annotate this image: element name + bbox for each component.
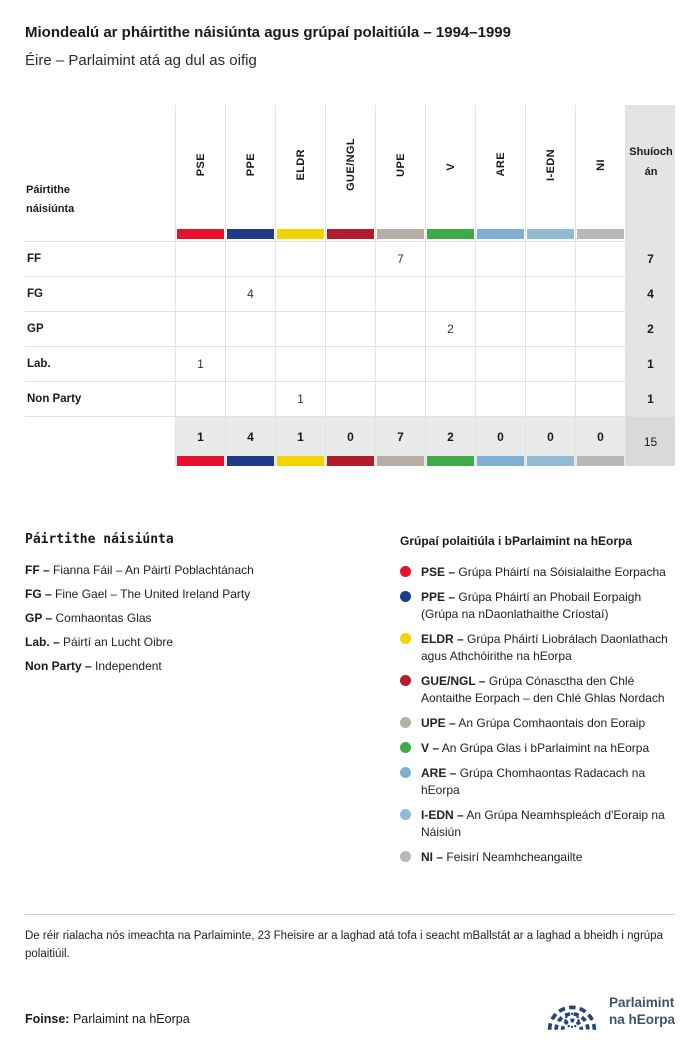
legend-dot: [400, 633, 411, 644]
bar-cell: [375, 229, 425, 241]
value-cell: [175, 311, 225, 346]
legend-dot: [400, 809, 411, 820]
ep-logo-text: Parlaimint na hEorpa: [608, 995, 675, 1028]
totals-label-cell: [25, 416, 175, 466]
value-cell: [425, 276, 475, 311]
value-cell: [175, 276, 225, 311]
value-cell: [225, 346, 275, 381]
legend-party-item: FF – Fianna Fáil – An Páirtí Poblachtánach: [25, 563, 254, 577]
totals-row: [25, 416, 675, 466]
value-cell: [325, 346, 375, 381]
group-color-bar: [277, 229, 324, 239]
footer: [25, 992, 675, 1032]
source-label: Foinse:: [25, 1012, 70, 1027]
group-color-bar: [177, 229, 224, 239]
total-cell: 0: [325, 416, 375, 466]
row-total-cell: 7: [625, 241, 675, 276]
legend-party-item: Lab. – Páirtí an Lucht Oibre: [25, 635, 174, 649]
value-cell: [325, 276, 375, 311]
value-cell: [325, 381, 375, 416]
legend-dot: [400, 566, 411, 577]
value-cell: [575, 311, 625, 346]
legend-group-item: I-EDN – An Grúpa Neamhspleách d'Eoraip na Náisiún: [400, 807, 675, 841]
value-cell: [475, 241, 525, 276]
value-cell: [225, 311, 275, 346]
group-color-bar: [427, 229, 474, 239]
value-cell: [475, 346, 525, 381]
legend-group-item: PPE – Grúpa Pháirtí an Phobail Eorpaigh (Grúpa na nDaonlathaithe Críostaí): [400, 589, 675, 623]
value-cell: [275, 346, 325, 381]
value-cell: [175, 381, 225, 416]
party-label: Lab.: [25, 346, 175, 381]
row-total-cell: 4: [625, 276, 675, 311]
group-color-bar: [377, 229, 424, 239]
divider: [25, 914, 675, 915]
group-color-bar: [227, 229, 274, 239]
total-cell: 2: [425, 416, 475, 466]
total-cell: 0: [525, 416, 575, 466]
total-cell: 0: [475, 416, 525, 466]
legend-dot: [400, 717, 411, 728]
legend-group-item: UPE – An Grúpa Comhaontais don Eoraip: [400, 715, 675, 732]
total-cell: 1: [175, 416, 225, 466]
legend-group-item: NI – Feisirí Neamhcheangailte: [400, 849, 675, 866]
legend-political-groups: [400, 532, 675, 874]
value-cell: [575, 241, 625, 276]
value-cell: [225, 381, 275, 416]
spacer-cell: [25, 229, 175, 241]
group-color-bar: [577, 456, 624, 466]
group-color-bar-row: [25, 229, 675, 241]
page-title: Miondealú ar pháirtithe náisiúnta agus grúpaí polaitiúla – 1994–1999: [25, 24, 511, 41]
table-row: [25, 311, 675, 346]
group-color-bar: [277, 456, 324, 466]
group-color-bar: [577, 229, 624, 239]
group-column-header: V: [425, 105, 475, 229]
value-cell: [475, 276, 525, 311]
value-cell: [325, 311, 375, 346]
value-cell: 1: [175, 346, 225, 381]
grand-total-cell: 15: [625, 416, 675, 466]
legend-dot: [400, 851, 411, 862]
legend-parties-title: Páirtithe náisiúnta: [25, 532, 174, 547]
legend: [25, 532, 675, 874]
bar-cell: [225, 229, 275, 241]
bar-cell: [475, 229, 525, 241]
table-row: [25, 276, 675, 311]
source-line: [25, 1012, 190, 1026]
bar-cell: [275, 229, 325, 241]
legend-group-item: ELDR – Grúpa Pháirtí Liobrálach Daonlathach agus Athchóirithe na hEorpa: [400, 631, 675, 665]
table-row: [25, 381, 675, 416]
seats-table: [25, 105, 675, 466]
value-cell: [575, 276, 625, 311]
row-total-cell: 1: [625, 346, 675, 381]
group-color-bar: [327, 456, 374, 466]
value-cell: [325, 241, 375, 276]
ep-logo: [544, 992, 675, 1032]
group-column-header: NI: [575, 105, 625, 229]
value-cell: [375, 381, 425, 416]
group-column-header: I-EDN: [525, 105, 575, 229]
group-color-bar: [327, 229, 374, 239]
value-cell: 2: [425, 311, 475, 346]
value-cell: [275, 311, 325, 346]
total-cell: 7: [375, 416, 425, 466]
value-cell: [225, 241, 275, 276]
value-cell: [525, 381, 575, 416]
value-cell: 7: [375, 241, 425, 276]
value-cell: [425, 346, 475, 381]
group-column-header: PPE: [225, 105, 275, 229]
group-color-bar: [377, 456, 424, 466]
bar-cell: [425, 229, 475, 241]
row-header-cell: [25, 105, 175, 229]
value-cell: [275, 241, 325, 276]
footnote: De réir rialacha nós imeachta na Parlaiminte, 23 Fheisire ar a laghad atá tofa i seacht mBallstát ar a laghad a bheidh i ngrúpa polaitiúil.: [25, 930, 663, 961]
legend-dot: [400, 742, 411, 753]
ep-logo-icon: [544, 992, 600, 1032]
group-color-bar: [227, 456, 274, 466]
party-label: FF: [25, 241, 175, 276]
value-cell: [575, 346, 625, 381]
total-cell: 4: [225, 416, 275, 466]
spacer-cell: [625, 229, 675, 241]
value-cell: [475, 311, 525, 346]
value-cell: [375, 346, 425, 381]
table-row: [25, 346, 675, 381]
legend-group-item: V – An Grúpa Glas i bParlaimint na hEorpa: [400, 740, 675, 757]
bar-cell: [525, 229, 575, 241]
value-cell: [425, 381, 475, 416]
table-row: [25, 241, 675, 276]
value-cell: [175, 241, 225, 276]
group-column-header: PSE: [175, 105, 225, 229]
group-color-bar: [527, 456, 574, 466]
value-cell: [525, 346, 575, 381]
legend-group-item: ARE – Grúpa Chomhaontas Radacach na hEorpa: [400, 765, 675, 799]
group-column-header: GUE/NGL: [325, 105, 375, 229]
value-cell: [525, 241, 575, 276]
legend-dot: [400, 591, 411, 602]
value-cell: [525, 276, 575, 311]
value-cell: [525, 311, 575, 346]
bar-cell: [175, 229, 225, 241]
party-label: Non Party: [25, 381, 175, 416]
legend-group-item: GUE/NGL – Grúpa Cónasctha den Chlé Aontaithe Eorpach – den Chlé Ghlas Nordach: [400, 673, 675, 707]
group-color-bar: [477, 456, 524, 466]
value-cell: 4: [225, 276, 275, 311]
value-cell: [375, 311, 425, 346]
value-cell: 1: [275, 381, 325, 416]
legend-party-item: Non Party – Independent: [25, 659, 162, 673]
row-total-cell: 2: [625, 311, 675, 346]
total-cell: 1: [275, 416, 325, 466]
row-header-label: Páirtithe náisiúnta: [26, 183, 75, 215]
legend-dot: [400, 675, 411, 686]
group-column-header: UPE: [375, 105, 425, 229]
legend-dot: [400, 767, 411, 778]
page-subtitle: Éire – Parlaimint atá ag dul as oifig: [25, 52, 257, 69]
legend-national-parties: [25, 532, 400, 874]
group-color-bar: [527, 229, 574, 239]
value-cell: [575, 381, 625, 416]
legend-group-item: PSE – Grúpa Pháirtí na Sóisialaithe Eorpacha: [400, 564, 675, 581]
bar-cell: [575, 229, 625, 241]
legend-party-item: GP – Comhaontas Glas: [25, 611, 152, 625]
value-cell: [375, 276, 425, 311]
party-label: GP: [25, 311, 175, 346]
row-total-cell: 1: [625, 381, 675, 416]
value-cell: [275, 276, 325, 311]
legend-groups-title: Grúpaí polaitiúla i bParlaimint na hEorpa: [400, 534, 633, 548]
legend-party-item: FG – Fine Gael – The United Ireland Party: [25, 587, 251, 601]
seats-column-header: Shuíochán: [625, 105, 675, 229]
party-label: FG: [25, 276, 175, 311]
group-color-bar: [477, 229, 524, 239]
total-cell: 0: [575, 416, 625, 466]
group-color-bar: [427, 456, 474, 466]
group-column-header: ELDR: [275, 105, 325, 229]
value-cell: [475, 381, 525, 416]
group-column-header: ARE: [475, 105, 525, 229]
group-color-bar: [177, 456, 224, 466]
bar-cell: [325, 229, 375, 241]
value-cell: [425, 241, 475, 276]
source-text: Parlaimint na hEorpa: [72, 1012, 190, 1027]
table-header-row: [25, 105, 675, 229]
